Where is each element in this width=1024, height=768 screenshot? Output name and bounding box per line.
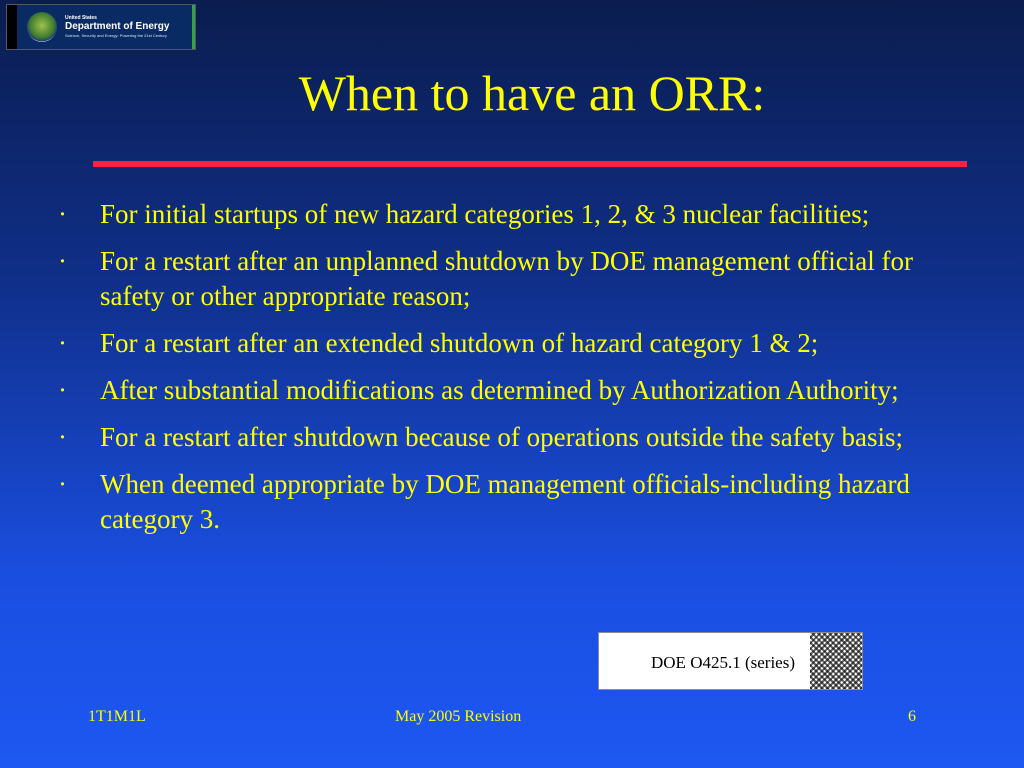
- bullet-list: [58, 197, 963, 549]
- reference-box: [598, 632, 863, 690]
- page-number: 6: [908, 708, 916, 725]
- footer-course-code: 1T1M1L: [88, 708, 146, 725]
- reference-text: DOE O425.1 (series): [651, 653, 795, 672]
- doe-logo: [6, 4, 196, 50]
- logo-right-bar: [192, 5, 195, 49]
- logo-small-text: United States: [65, 15, 97, 21]
- logo-text: [65, 16, 169, 38]
- logo-left-bar: [7, 5, 17, 49]
- logo-main-text: Department of Energy: [65, 21, 170, 32]
- slide-title: When to have an ORR:: [298, 65, 766, 121]
- bullet-item: · For initial startups of new hazard categories 1, 2, & 3 nuclear facilities;: [58, 197, 963, 232]
- bullet-item: · For a restart after shutdown because of operations outside the safety basis;: [58, 420, 963, 455]
- bullet-item: · When deemed appropriate by DOE management officials-including hazard category 3.: [58, 467, 963, 537]
- bullet-item: · After substantial modifications as determined by Authorization Authority;: [58, 373, 963, 408]
- bullet-item: · For a restart after an extended shutdown of hazard category 1 & 2;: [58, 326, 963, 361]
- doe-seal-icon: [27, 12, 57, 42]
- bullet-item: · For a restart after an unplanned shutdown by DOE management official for safety or other appropriate reason;: [58, 244, 963, 314]
- footer-revision: May 2005 Revision: [395, 708, 522, 725]
- reference-box-shadow-pattern: [810, 633, 862, 689]
- logo-tagline: Science, Security and Energy: Powering the 21st Century: [65, 33, 167, 38]
- title-divider: [93, 161, 967, 167]
